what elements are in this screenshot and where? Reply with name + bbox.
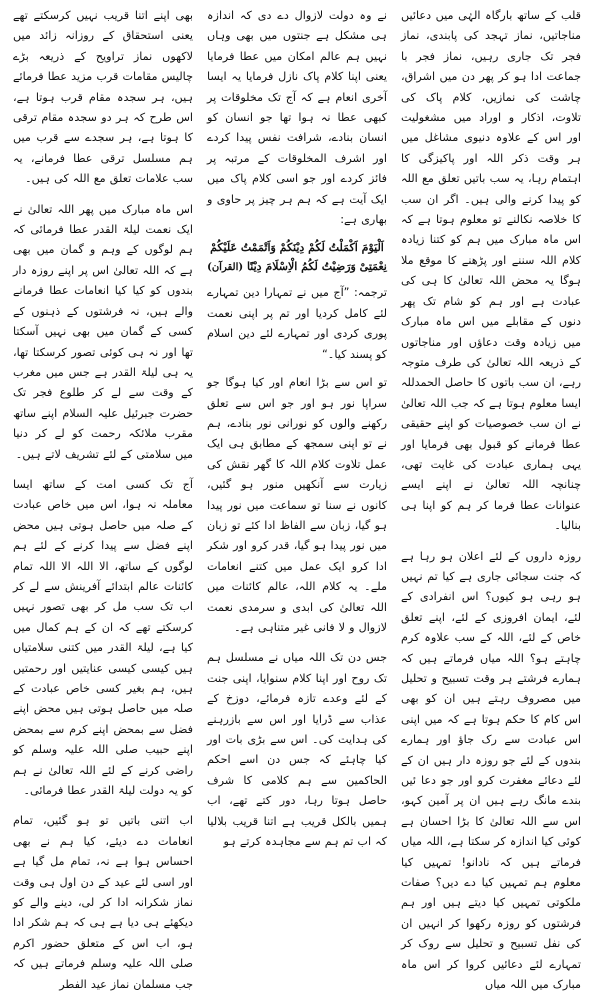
column-right [396,6,586,992]
column-left [8,6,198,991]
paragraph: روزہ داروں کے لئے اعلان ہو رہا ہے کہ جنت سجائی جاری ہے کیا تم نہیں ہو رہی ہو کیوں؟ اس انفرادی کے لئے، ایمان افروزی کے لئے، اپنے تعلق خاص کے لئے، اللہ کے سب علاوہ کرم چاہتے ہو؟ اللہ میاں فرماتے ہیں کہ ہمارے فرشتے ہر وقت تسبیح و تحلیل میں مصروف رہتے ہیں ان کو بھی اس کام کا حکم ہوتا ہے کہ میں اپنی اس عبادت سے رک جاؤ اور ہمارے بندوں کے لئے جو روزہ دار ہیں ان کے لئے دعائے مغفرت کرو اور جو دعا ئیں بندے مانگ رہے ہیں ان پر آمین کہو، اس سے اللہ تعالیٰ کا بڑا احسان ہے کوئی کیا اندازہ کر سکتا ہے، اللہ میاں فرماتے ہیں کہ نادانو! تمہیں کیا معلوم ہم تمہیں کیا دے دیں؟ صفات ملکوتی تمہیں کیا دیتے ہیں اور ہم فرشتوں کو روزہ رکھوا کر انہیں ان کی نفل تسبیح و تحلیل سے روک کر تمہارے لئے دعائیں کروا کر اس ماہ مبارک میں اللہ میاں [401,549,581,992]
column-middle [202,6,392,849]
paragraph: نے وہ دولت لازوال دے دی کہ اندازہ ہی مشکل ہے جنتوں میں بھی وہاں نہیں ہم عالم امکان میں عطا فرمایا یعنی اپنا کلام پاک نازل فرمایا یہ ایسا آخری انعام ہے کہ آج تک مخلوقات پر کبھی عطا نہ ہوا تھا جو انسان کو انسان بنادے، شرافت نفس پیدا کردے اور اشرف المخلوقات کے مرتبہ پر فائز کردے اور جو اسی کلام پاک میں ایک آیت ہے کہ ہم ہر چیز پر حاوی و بھاری ہے: [207,9,387,227]
verse-translation: ترجمہ: ”آج میں نے تمہارا دین تمہارے لئے کامل کردیا اور تم پر اپنی نعمت پوری کردی اور تمہارے لئے دین اسلام کو پسند کیا۔“ [207,286,387,361]
paragraph: تو اس سے بڑا انعام اور کیا ہوگا جو سراپا نور ہو اور جو اس سے تعلق رکھنے والوں کو نورانی نور بنادے، ہم نے تو اپنی سمجھ کے مطابق ہی ایک عمل تلاوت کلام اللہ کا گھر نقش کی زیارت سے آنکھیں منور ہو گئیں، کانوں نے سنا تو سماعت میں نور پیدا ہو گیا، زبان سے الفاظ ادا کئے تو زبان میں نور پیدا ہو گیا، قدر کرو اور شکر ادا کرو ایک عمل میں کتنے انعامات ملے۔ یہ کلام اللہ، عالم کائنات میں اللہ تعالیٰ کی ابدی و سرمدی نعمت لازوال و لا فانی غیر متناہی ہے۔ [207,376,387,634]
paragraph: قلب کے ساتھ بارگاہ الہٰی میں دعائیں مناجاتیں، نماز تہجد کی پابندی، نماز فجر تک جاری رہیں، نماز فجر با جماعت ادا ہو کر پھر دن میں اشراق، چاشت کی نمازیں، کلام پاک کی تلاوت، اذکار و اوراد میں مشغولیت اور اس کے علاوہ دنیوی مشاغل میں ہر وقت ذکر اللہ اور پاکیزگی کا اہتمام رہا، یہ سب باتیں تعلق مع اللہ کو پیدا کرنے والی ہیں۔ اگر ان سب کا خلاصہ نکالنے تو معلوم ہوتا ہے کہ اس ماہ مبارک میں ہم کو کتنا زیادہ کلام اللہ سننے اور پڑھنے کا موقع ملا ہوگا یہ محض اللہ تعالیٰ کا ہی کی عبادت ہے اور ہم کو شام تک پھر دنوں کے مقابلے میں اس ماہ مبارک میں زیادہ وقت دعاؤں اور مناجاتوں کے ذریعہ اللہ تعالیٰ کی طرف متوجہ رہے، ان سب باتوں کا حاصل الحمدللہ ایسا معلوم ہوتا ہے کہ جب اللہ تعالیٰ نے ان سب خصوصیات کو اپنے حقیقی عطا فرمانے کو قبول بھی فرمایا اور یہی ہماری عبادت کی غایت تھی، چنانچہ اللہ تعالیٰ نے اپنے ایسے عنوانات عطا فرما کر ہم کو اپنا ہی بنالیا۔ [401,9,581,533]
paragraph: جس دن تک اللہ میاں نے مسلسل ہم تک روح اور اپنا کلام سنوایا، اپنی جنت کے لئے وعدے تازہ فرمائے، دوزخ کے عذاب سے ڈرایا اور اس سے بازرہنے کی ہدایت کی۔ اس سے بڑی بات اور کیا چاہئے کہ جس دن اسے احکم الحاکمین سے ہم کلامی کا شرف حاصل ہوتا رہا، دور کتے تھے، اب ہمیں بالکل قریب ہے اتنا قریب بلالیا کہ اب تم ہم سے مجاہدہ کرتے ہو [207,651,387,849]
paragraph: آج تک کسی امت کے ساتھ ایسا معاملہ نہ ہوا، اس میں خاص عبادت کے صلہ میں حاصل ہوتی ہیں محض اپنے فضل سے پیدا کرنے کے لئے ہم لوگوں کے ساتھ، الا اللہ الا اللہ تمام کائنات عالم ابتدائے آفرینش سے لے کر اب تک سب مل کر بھی تصور نہیں کرسکتے تھے کہ ان کے ہم کمال میں کیا ہے، لیلۃ القدر میں کتنی سلامتیاں ہیں کیسی کیسی عنایتیں اور رحمتیں ہیں، ہم بغیر کسی خاص عبادت کے صلہ میں حاصل ہوتی ہیں محض اپنے فضل سے بمحض اپنے کرم سے بمحض اپنے حبیب صلی اللہ علیہ وسلم کو راضی کرنے کے لئے اللہ تعالیٰ نے ہم کو یہ دولت لیلۃ القدر عطا فرمائی۔ [13,477,193,798]
quran-verse [207,238,387,277]
paragraph: اب اتنی باتیں تو ہو گئیں، تمام انعامات دے دیئے، کیا ہم نے بھی احساس ہوا ہے نہ، تمام مل گیا ہے اور اسی لئے عید کے دن اول ہی وقت نماز شکرانہ ادا کر لی، دینے والے کو دیکھئے ہی دیا ہے ہی کہ ہم شکر ادا ہو، اب اس کے متعلق حضور اکرم صلی اللہ علیہ وسلم فرماتے ہیں کہ جب مسلمان نماز عید الفطر [13,814,193,991]
verse-text: اَلْیَوْمَ اَکْمَلْتُ لَکُمْ دِیْنَکُمْ وَاَتْمَمْتُ عَلَیْکُمْ نِعْمَتِیْ وَرَضِیْتُ لَکُمُ الْاِسْلَامَ دِیْنًا [210,241,387,274]
verse-source: (القرآن) [207,262,244,274]
paragraph: اس ماہ مبارک میں پھر اللہ تعالیٰ نے ایک نعمت لیلۃ القدر عطا فرمائی کہ ہم لوگوں کے وہم و گمان میں بھی ہے کہ اللہ تعالیٰ اس پر اپنے روزہ دار بندوں کو کیا کیا انعامات عطا فرمانے والے ہیں، نہ فرشتوں کے ذہنوں کے کسی کے گمان میں بھی نہیں آسکتا تھا اور نہ ہی کوئی تصور کرسکتا تھا، یہ ہی لیلۃ القدر ہے جس میں مغرب کے وقت سے لے کر طلوع فجر تک حضرت جبرئیل علیہ السلام اپنے ساتھ مقرب ملائکہ رحمت کو لے کر دنیا میں سلامتی کے لئے تشریف لاتے ہیں۔ [13,202,193,461]
paragraph: بھی اپنے اتنا قریب نہیں کرسکتے تھے یعنی استحقاق کے روزانہ زائد میں لاکھوں نماز تراویح کے ذریعہ بڑے چالیس مقامات قرب مزید عطا فرمائے ہیں، ہر سجدہ مقام قرب ہوتا ہے، اس طرح کہ ہر دو سجدہ مقام ترقی کا ہوتا ہے، ہر سجدے سے قرب میں ہم مسلسل ترقی عطا فرمانے، یہ سب علامات تعلق مع اللہ کی ہیں۔ [13,9,193,186]
